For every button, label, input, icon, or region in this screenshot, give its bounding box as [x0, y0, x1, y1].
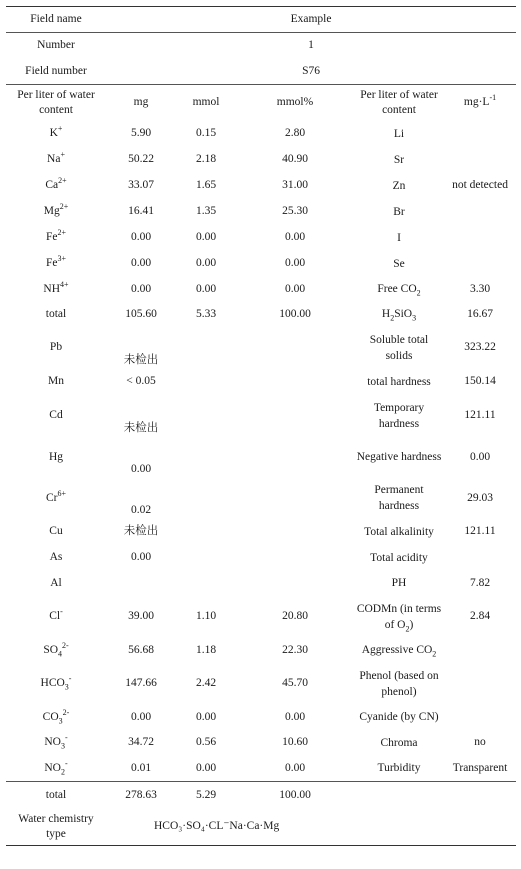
right-value-cell: [444, 545, 516, 571]
right-label-text: Free CO: [377, 283, 417, 295]
ion-superscript: 6+: [57, 488, 66, 498]
ion-superscript: -: [68, 674, 72, 684]
mmol-percent-cell: 25.30: [282, 205, 308, 217]
mmol-cell: [176, 571, 236, 596]
right-label-subscript: 2: [416, 288, 421, 298]
table-row: [6, 277, 516, 302]
table-row: [6, 519, 516, 545]
right-label-cell: [354, 147, 444, 173]
table-row: [6, 395, 516, 437]
table-row: [6, 478, 516, 519]
right-label-text: Phenol (based on phenol): [359, 669, 439, 698]
field-number-row: [6, 59, 516, 85]
right-value-cell: [444, 199, 516, 225]
right-label-subscript: 2: [432, 649, 437, 659]
ion-cell: [6, 302, 106, 327]
mg-cell: 未检出: [123, 525, 159, 537]
table-row: [6, 437, 516, 478]
ion-symbol: Pb: [49, 341, 63, 353]
right-label-subscript: 2: [405, 623, 410, 633]
right-label-text: H: [381, 308, 391, 320]
table-row: [6, 173, 516, 199]
mmol-percent-cell: 0.00: [284, 231, 306, 243]
ion-cell: [6, 478, 106, 519]
ion-symbol: CO: [42, 710, 59, 723]
mmol-percent-cell: 22.30: [282, 643, 308, 656]
right-label-text: Sr: [393, 153, 405, 166]
mmol-cell: 2.18: [195, 153, 217, 165]
mmol-cell: 0.15: [195, 127, 217, 139]
right-value-cell: [444, 121, 516, 147]
right-value-cell: [444, 225, 516, 251]
mmol-percent-cell: [236, 327, 354, 369]
right-label-cell: [354, 277, 444, 302]
table-row: [6, 756, 516, 782]
mg-cell: 0.00: [130, 257, 152, 269]
right-value-cell: [444, 782, 516, 809]
mg-cell: 0.00: [130, 462, 152, 475]
right-value-cell: 3.30: [469, 282, 491, 295]
mg-cell: 未检出: [123, 421, 159, 434]
ion-superscript: -: [64, 733, 68, 743]
ion-symbol: Ca: [45, 179, 59, 191]
ion-superscript: 2-: [62, 707, 70, 717]
table-row: [6, 302, 516, 327]
right-label-subscript-2: 3: [412, 313, 417, 323]
ion-symbol: Mn: [48, 375, 64, 387]
table-row: [6, 663, 516, 705]
number-row: [6, 33, 516, 59]
mg-cell: 5.90: [130, 127, 152, 139]
table-row: [6, 327, 516, 369]
water-type-row: [6, 809, 516, 846]
right-label-text: Turbidity: [377, 762, 421, 775]
mg-cell: 0.02: [130, 503, 152, 516]
table-row: [6, 225, 516, 251]
ion-cell: [6, 147, 106, 173]
right-label-text: PH: [391, 577, 407, 589]
mg-cell: 0.00: [130, 282, 152, 295]
right-label-cell: [354, 730, 444, 756]
mmol-cell: [176, 437, 236, 478]
ion-symbol: NH: [43, 282, 61, 295]
ion-superscript: 3+: [57, 254, 66, 264]
ion-cell: [6, 199, 106, 225]
right-label-cell: [354, 519, 444, 545]
right-label-text: I: [397, 231, 401, 244]
right-label-cell: [354, 199, 444, 225]
ion-superscript: +: [60, 150, 65, 160]
right-label-text: Aggressive CO: [361, 644, 433, 656]
per-liter-header: Per liter of water content: [6, 85, 106, 121]
table-row: [6, 121, 516, 147]
mmol-percent-cell: 0.00: [284, 257, 306, 269]
mmol-percent-cell: 10.60: [282, 736, 308, 748]
right-value-cell: [444, 663, 516, 705]
mg-cell: < 0.05: [126, 375, 156, 387]
ion-symbol: As: [49, 551, 63, 563]
table-row: [6, 596, 516, 638]
ion-symbol: SO: [43, 643, 59, 656]
ion-superscript: -: [60, 607, 63, 617]
ion-symbol: NO: [44, 736, 61, 748]
mgl-header: [444, 85, 516, 121]
ion-superscript: +: [57, 124, 63, 134]
mg-cell: 0.00: [130, 551, 152, 563]
ion-symbol: Cd: [49, 409, 63, 421]
mg-cell: 0.00: [130, 231, 152, 243]
right-label-text: Permanent hardness: [374, 484, 424, 512]
right-label-cell: [354, 395, 444, 437]
mg-cell: 56.68: [128, 643, 154, 656]
mmol-cell: 1.35: [195, 205, 217, 217]
right-value-cell: Transparent: [452, 761, 508, 774]
mg-cell: [106, 571, 176, 596]
ion-cell: [6, 121, 106, 147]
ion-symbol: Mg: [43, 205, 60, 217]
ion-symbol: Cr: [45, 491, 58, 504]
right-label-cell: [354, 545, 444, 571]
ion-cell: [6, 395, 106, 437]
right-label-text: Soluble total solids: [369, 333, 429, 362]
right-label-cell: [354, 121, 444, 147]
right-value-cell: 0.00: [469, 450, 491, 463]
right-label-text: total hardness: [367, 375, 431, 388]
mmol-header: mmol: [176, 85, 236, 121]
mmol-percent-cell: 45.70: [282, 677, 308, 689]
mmol-percent-header: mmol%: [236, 85, 354, 121]
right-label-cell: [354, 638, 444, 663]
mg-cell: 33.07: [128, 179, 154, 191]
right-label-text: Li: [393, 127, 405, 140]
right-label-text: Chroma: [380, 736, 418, 749]
mmol-cell: 1.18: [195, 643, 217, 656]
table-row: [6, 638, 516, 663]
mgl-base: mg·L: [463, 96, 490, 109]
ion-superscript: 2+: [59, 202, 69, 212]
right-label-text: Total acidity: [370, 551, 428, 564]
ion-cell: [6, 638, 106, 663]
mmol-cell: 1.10: [195, 610, 217, 622]
mg-cell: 34.72: [128, 736, 154, 748]
mmol-percent-cell: 20.80: [282, 610, 308, 622]
ion-subscript: 3: [60, 741, 65, 751]
water-type-label: Water chemistry type: [6, 809, 106, 846]
table-row: [6, 705, 516, 730]
mmol-cell: [176, 545, 236, 571]
water-type-value: HCO₃·SO₄·CL⁻Na·Ca·Mg: [106, 809, 516, 846]
table-row: [6, 199, 516, 225]
right-value-cell: 323.22: [464, 341, 496, 353]
table-row: [6, 782, 516, 809]
right-value-cell: [444, 638, 516, 663]
ion-cell: [6, 437, 106, 478]
column-header-row: [6, 85, 516, 121]
ion-cell: [6, 545, 106, 571]
mmol-percent-cell: 40.90: [282, 153, 308, 165]
ion-symbol: total: [45, 788, 67, 801]
table-row: [6, 730, 516, 756]
ion-superscript: 2-: [62, 640, 69, 650]
mg-cell: 0.01: [130, 761, 152, 774]
ion-cell: [6, 596, 106, 638]
mmol-percent-cell: [236, 519, 354, 545]
right-label-tail: SiO: [394, 308, 413, 320]
ion-symbol: HCO: [40, 677, 65, 689]
ion-cell: [6, 225, 106, 251]
mmol-percent-cell: 31.00: [282, 179, 308, 191]
mmol-percent-cell: [236, 545, 354, 571]
ion-symbol: Cu: [49, 525, 63, 537]
right-label-subscript: 2: [390, 313, 395, 323]
mmol-cell: 5.33: [195, 307, 217, 320]
ion-cell: [6, 705, 106, 730]
mg-cell: 147.66: [125, 677, 157, 689]
table-row: [6, 571, 516, 596]
header-row: [6, 7, 516, 33]
ion-subscript: 3: [58, 715, 63, 725]
ion-symbol: NO: [44, 761, 61, 774]
table-row: [6, 251, 516, 277]
right-label-text: Cyanide (by CN): [359, 711, 439, 723]
right-label-cell: [354, 705, 444, 730]
mmol-cell: 5.29: [176, 782, 236, 809]
ion-cell: [6, 327, 106, 369]
right-value-cell: no: [474, 736, 486, 748]
mg-cell: 278.63: [106, 782, 176, 809]
mmol-percent-cell: 100.00: [236, 782, 354, 809]
ion-cell: [6, 663, 106, 705]
mmol-cell: 0.56: [195, 736, 217, 748]
ion-symbol: K: [49, 127, 58, 139]
right-value-cell: not detected: [452, 179, 508, 191]
water-analysis-table-container: [6, 6, 516, 846]
ion-cell: [6, 756, 106, 782]
ion-subscript: 2: [60, 767, 65, 777]
ion-subscript: 4: [58, 648, 63, 658]
ion-symbol: Al: [50, 576, 62, 589]
ion-cell: [6, 369, 106, 395]
ion-superscript: 2+: [57, 228, 66, 238]
mmol-cell: 0.00: [195, 257, 217, 269]
mg-cell: 39.00: [128, 610, 154, 622]
water-analysis-table: [6, 6, 516, 846]
right-label-cell: [354, 596, 444, 638]
ion-symbol: total: [45, 307, 67, 320]
right-label-text: Br: [393, 205, 405, 218]
mmol-cell: [176, 478, 236, 519]
ion-cell: [6, 173, 106, 199]
mmol-percent-cell: [236, 571, 354, 596]
mg-header: mg: [106, 85, 176, 121]
field-number-label: Field number: [25, 64, 87, 77]
right-label-cell: [354, 327, 444, 369]
mg-cell: 50.22: [128, 153, 154, 165]
mmol-percent-cell: [236, 437, 354, 478]
right-label-text: Se: [393, 257, 405, 270]
ion-symbol: Na: [47, 153, 61, 165]
ion-symbol: Cl: [49, 610, 61, 622]
right-label-text: Temporary hardness: [373, 401, 425, 430]
right-label-cell: [354, 756, 444, 782]
table-row: [6, 545, 516, 571]
ion-cell: [6, 251, 106, 277]
right-value-cell: 121.11: [464, 525, 496, 537]
ion-cell: [6, 571, 106, 596]
right-value-cell: 2.84: [469, 610, 491, 622]
mmol-percent-cell: [236, 395, 354, 437]
right-label-cell: [354, 251, 444, 277]
mmol-percent-cell: 100.00: [279, 307, 311, 320]
mmol-cell: 2.42: [195, 677, 217, 689]
ion-symbol: Hg: [48, 450, 64, 463]
mmol-percent-cell: 2.80: [284, 127, 306, 139]
right-label-cell: [354, 478, 444, 519]
right-value-cell: [444, 147, 516, 173]
ion-subscript: 3: [64, 682, 69, 692]
ion-cell: [6, 730, 106, 756]
right-value-cell: [444, 705, 516, 730]
field-number-value: S76: [302, 64, 320, 77]
right-label-text: Negative hardness: [356, 451, 442, 463]
field-name-header: Field name: [6, 7, 106, 33]
mg-cell: 0.00: [130, 710, 152, 723]
mmol-percent-cell: 0.00: [284, 282, 306, 295]
right-label-cell: [354, 369, 444, 395]
right-label-text: Zn: [392, 179, 406, 192]
right-label-cell: [354, 302, 444, 327]
right-label-text: CODMn (in terms of O: [356, 602, 442, 631]
ion-symbol: Fe: [45, 231, 58, 243]
mg-cell: 未检出: [123, 353, 159, 366]
mmol-cell: 1.65: [195, 179, 217, 191]
mmol-percent-cell: 0.00: [284, 710, 306, 723]
mg-cell: 16.41: [128, 205, 154, 217]
mmol-cell: 0.00: [195, 761, 217, 774]
ion-superscript: 2+: [58, 176, 67, 186]
mmol-percent-cell: [236, 478, 354, 519]
number-value: 1: [106, 33, 516, 59]
right-label-cell: [354, 173, 444, 199]
per-liter-right-header: Per liter of water content: [354, 85, 444, 121]
right-value-cell: 7.82: [469, 576, 491, 589]
table-row: [6, 147, 516, 173]
mmol-percent-cell: [236, 369, 354, 395]
right-label-cell: [354, 437, 444, 478]
right-label-cell: [354, 782, 444, 809]
mmol-cell: 0.00: [195, 231, 217, 243]
ion-cell: [6, 277, 106, 302]
example-header: Example: [106, 7, 516, 33]
right-value-cell: 150.14: [464, 375, 496, 387]
mmol-percent-cell: 0.00: [284, 761, 306, 774]
right-label-cell: [354, 663, 444, 705]
mmol-cell: [176, 327, 236, 369]
mgl-exp: -1: [489, 93, 497, 103]
ion-symbol: Fe: [45, 257, 58, 269]
right-label-text: Total alkalinity: [364, 525, 434, 538]
mmol-cell: [176, 395, 236, 437]
number-label: Number: [6, 33, 106, 59]
ion-superscript: 4+: [60, 279, 69, 289]
right-label-tail: ): [409, 618, 414, 631]
mmol-cell: [176, 519, 236, 545]
right-label-cell: [354, 225, 444, 251]
right-value-cell: 16.67: [467, 307, 493, 320]
right-value-cell: 121.11: [464, 409, 496, 421]
data-rows: [6, 121, 516, 809]
table-row: [6, 369, 516, 395]
right-value-cell: 29.03: [467, 491, 493, 504]
right-label-cell: [354, 571, 444, 596]
mmol-cell: 0.00: [195, 282, 217, 295]
mg-cell: 105.60: [125, 307, 157, 320]
ion-cell: [6, 782, 106, 809]
mmol-cell: [176, 369, 236, 395]
mmol-cell: 0.00: [195, 710, 217, 723]
ion-superscript: -: [64, 758, 68, 768]
right-value-cell: [444, 251, 516, 277]
ion-cell: [6, 519, 106, 545]
